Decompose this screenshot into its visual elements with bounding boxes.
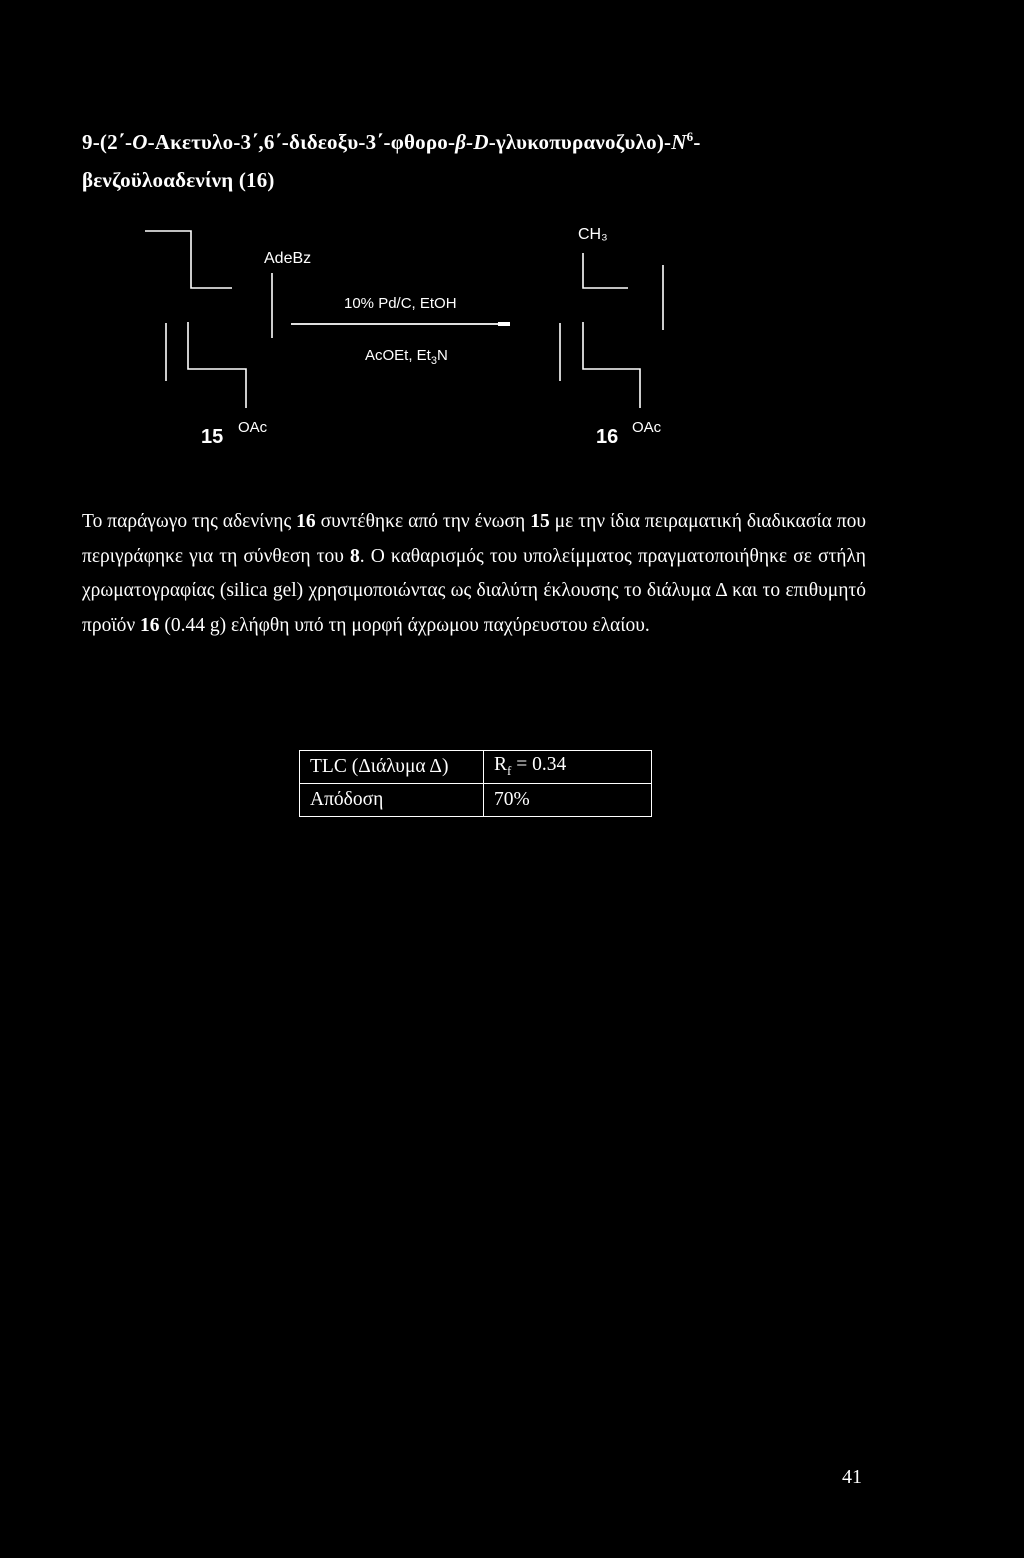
compound-ref: 15 — [530, 511, 550, 532]
procedure-paragraph — [82, 505, 866, 643]
heading-superscript: 6 — [686, 129, 694, 144]
reactant-oac-label: OAc — [238, 419, 268, 436]
table-row — [300, 751, 652, 784]
reaction-scheme — [0, 215, 1024, 455]
reactant-structure — [145, 231, 272, 408]
heading-italic-o: O — [132, 130, 148, 154]
table-row — [300, 784, 652, 817]
reactant-bond-lines — [188, 322, 246, 408]
heading-text: -γλυκοπυρανοζυλο)- — [488, 130, 672, 154]
heading-text: 9-(2΄- — [82, 130, 133, 154]
compound-ref: 16 — [296, 511, 316, 532]
product-methyl-label: CH₃ — [578, 226, 608, 243]
product-number: 16 — [596, 426, 619, 448]
table-cell-value: $R_f = 0.34$ — [484, 751, 652, 784]
compound-heading-line2: βενζοϋλοαδενίνη (16) — [82, 168, 275, 192]
heading-italic-beta-d: β-D — [455, 130, 489, 154]
paragraph-text: συντέθηκε από την ένωση — [315, 511, 531, 532]
product-bond-lines — [583, 253, 628, 288]
compound-heading-line1 — [82, 118, 942, 161]
compound-heading — [82, 118, 942, 199]
compound-ref: 16 — [140, 614, 160, 636]
table-cell-label: TLC (Διάλυμα Δ) — [300, 751, 484, 784]
heading-italic-n: N — [671, 130, 687, 154]
product-bond-lines — [583, 322, 640, 408]
product-structure — [560, 253, 663, 408]
reagents-top: 10% Pd/C, EtOH — [344, 295, 457, 312]
page-number: 41 — [842, 1466, 862, 1488]
compound-ref: 8 — [350, 545, 360, 567]
reactant-base-label: AdeBz — [264, 250, 312, 267]
table-cell-label: Απόδοση — [300, 784, 484, 817]
paragraph-text: (0.44 g) ελήφθη υπό τη μορφή άχρωμου παχύρευστου ελαίου. — [159, 614, 650, 636]
heading-text: -Ακετυλο-3΄,6΄-διδεοξυ-3΄-φθορο- — [147, 130, 456, 154]
reagents-bottom: AcOEt, $Et_3N$ — [365, 347, 448, 367]
arrow-head — [498, 322, 510, 326]
reactant-number: 15 — [201, 426, 224, 448]
product-oac-label: OAc — [632, 419, 662, 436]
heading-text: - — [693, 130, 701, 154]
paragraph-text: . Ο καθαρισμός του υπολείμματος πραγματοποιήθηκε σε στήλη χρωματογραφίας (silica gel) χρησιμοποιώντας ως διαλύτη έκλουσης το διάλυμα Δ και το επιθυμητό προϊόν — [82, 545, 866, 636]
paragraph-text: Το παράγωγο της αδενίνης — [82, 511, 297, 532]
paragraph-text: με την ίδια πειραματική διαδικασία που περιγράφηκε για τη σύνθεση του — [82, 511, 867, 567]
reactant-bond-lines — [145, 231, 232, 288]
results-table — [299, 750, 652, 817]
table-cell-value: 70% — [484, 784, 652, 817]
